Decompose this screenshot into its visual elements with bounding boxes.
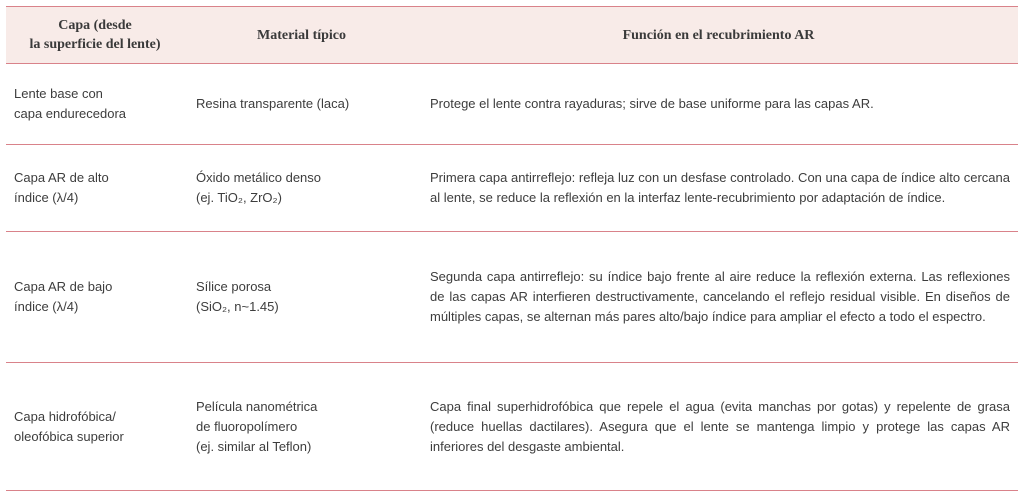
table-row [6, 232, 1018, 363]
cell-layer: Lente base con capa endurecedora [14, 86, 127, 121]
table-row [6, 145, 1018, 232]
cell-material: Película nanométrica de fluoropolímero (ej. similar al Teflon) [196, 398, 318, 454]
cell-function: Capa final superhidrofóbica que repele el agua (evita manchas por gotas) y repelente de grasa (reduce huellas dactilares). Asegura que el lente se mantenga limpio y protege las capas AR inferiores del desgaste ambiental. [430, 398, 1010, 454]
cell-function: Protege el lente contra rayaduras; sirve de base uniforme para las capas AR. [430, 96, 874, 111]
cell-material: Resina transparente (laca) [196, 96, 350, 111]
table-row [6, 64, 1018, 145]
header-layer: Capa (desde la superficie del lente) [29, 18, 161, 52]
table-row [6, 363, 1018, 491]
header-function: Función en el recubrimiento AR [622, 27, 815, 43]
cell-material: Óxido metálico denso (ej. TiO₂, ZrO₂) [196, 170, 322, 205]
cell-layer: Capa AR de bajo índice (λ/4) [14, 279, 113, 314]
cell-layer: Capa AR de alto índice (λ/4) [14, 170, 109, 205]
cell-function: Primera capa antirreflejo: refleja luz con un desfase controlado. Con una capa de índice alto cercana al lente, se reduce la reflexión en la interfaz lente-recubrimiento por adaptación de índice. [430, 170, 1010, 205]
ar-coating-table [6, 6, 1018, 491]
cell-material: Sílice porosa (SiO₂, n~1.45) [196, 279, 279, 314]
header-material: Material típico [256, 27, 347, 43]
table-header-row [6, 6, 1018, 64]
cell-layer: Capa hidrofóbica/ oleofóbica superior [14, 408, 124, 444]
cell-function: Segunda capa antirreflejo: su índice bajo frente al aire reduce la reflexión externa. Las reflexiones de las capas AR interfieren destructivamente, cancelando el reflejo residual visible. En diseños de múltiples capas, se alternan más pares alto/bajo índice para ampliar el efecto a todo el espectro. [430, 269, 1010, 324]
